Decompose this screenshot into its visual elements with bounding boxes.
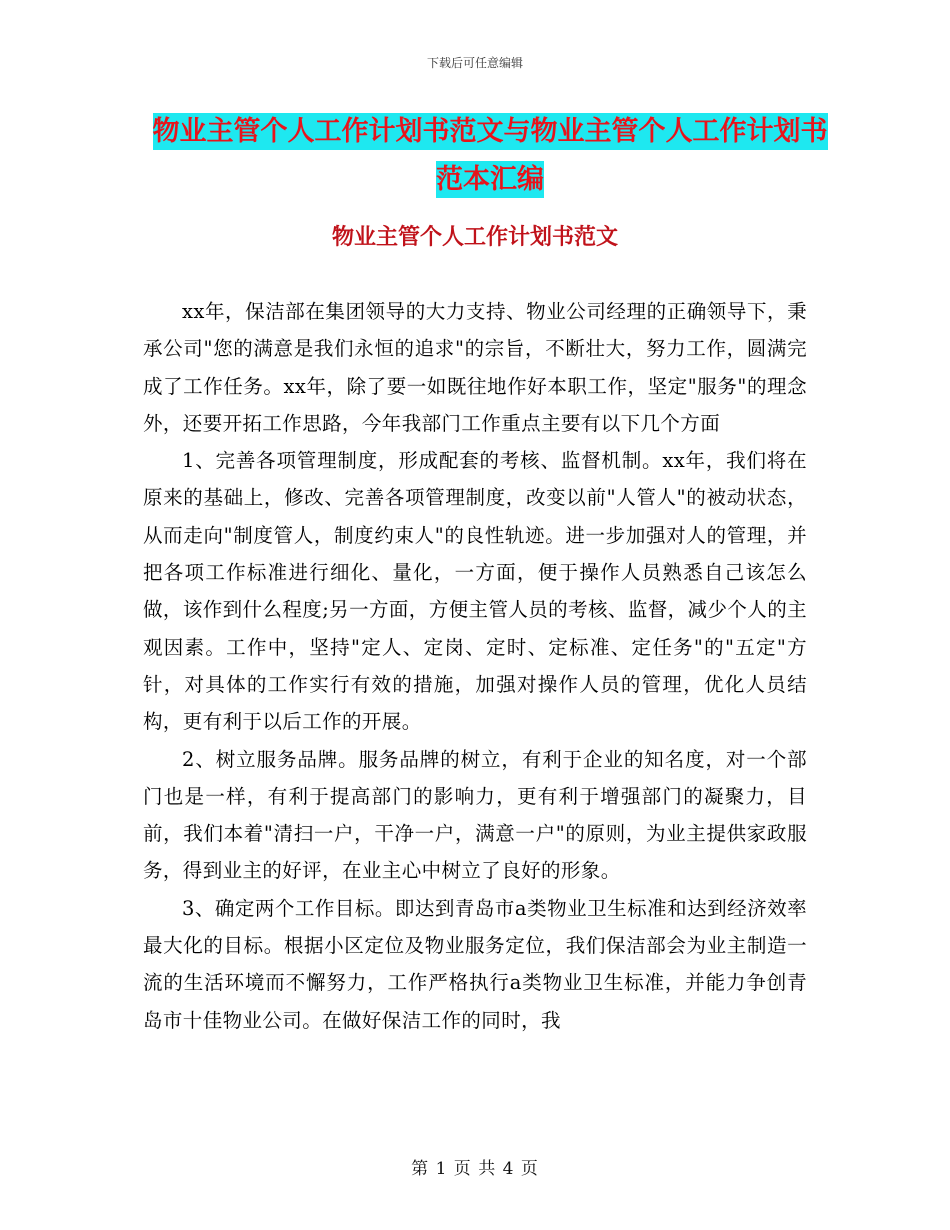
paragraph-item-1: 1、完善各项管理制度，形成配套的考核、监督机制。xx年，我们将在原来的基础上，修改、完善各项管理制度，改变以前"人管人"的被动状态，从而走向"制度管人，制度约束人"的良性轨迹。进一步加强对人的管理，并把各项工作标准进行细化、量化，一方面，便于操作人员熟悉自己该怎么做，该作到什么程度;另一方面，方便主管人员的考核、监督，减少个人的主观因素。工作中，坚持"定人、定岗、定时、定标准、定任务"的"五定"方针，对具体的工作实行有效的措施，加强对操作人员的管理，优化人员结构，更有利于以后工作的开展。 (143, 449, 807, 734)
main-title-text: 物业主管个人工作计划书范文与物业主管个人工作计划书范本汇编 (153, 113, 828, 198)
page-footer: 第 1 页 共 4 页 (411, 1159, 539, 1179)
main-title (140, 108, 840, 204)
section-title: 物业主管个人工作计划书范文 (331, 225, 618, 250)
paragraph-item-3: 3、确定两个工作目标。即达到青岛市a类物业卫生标准和达到经济效率最大化的目标。根据小区定位及物业服务定位，我们保洁部会为业主制造一流的生活环境而不懈努力，工作严格执行a类物业卫生标准，并能力争创青岛市十佳物业公司。在做好保洁工作的同时，我 (143, 896, 807, 1032)
paragraph-intro: xx年，保洁部在集团领导的大力支持、物业公司经理的正确领导下，秉承公司"您的满意是我们永恒的追求"的宗旨，不断壮大，努力工作，圆满完成了工作任务。xx年，除了要一如既往地作好本职工作，坚定"服务"的理念外，还要开拓工作思路，今年我部门工作重点主要有以下几个方面 (143, 300, 807, 435)
body-text (143, 293, 807, 1039)
header-note: 下载后可任意编辑 (426, 56, 523, 70)
paragraph-item-2: 2、树立服务品牌。服务品牌的树立，有利于企业的知名度，对一个部门也是一样，有利于提高部门的影响力，更有利于增强部门的凝聚力，目前，我们本着"清扫一户，干净一户，满意一户"的原则，为业主提供家政服务，得到业主的好评，在业主心中树立了良好的形象。 (143, 747, 807, 883)
